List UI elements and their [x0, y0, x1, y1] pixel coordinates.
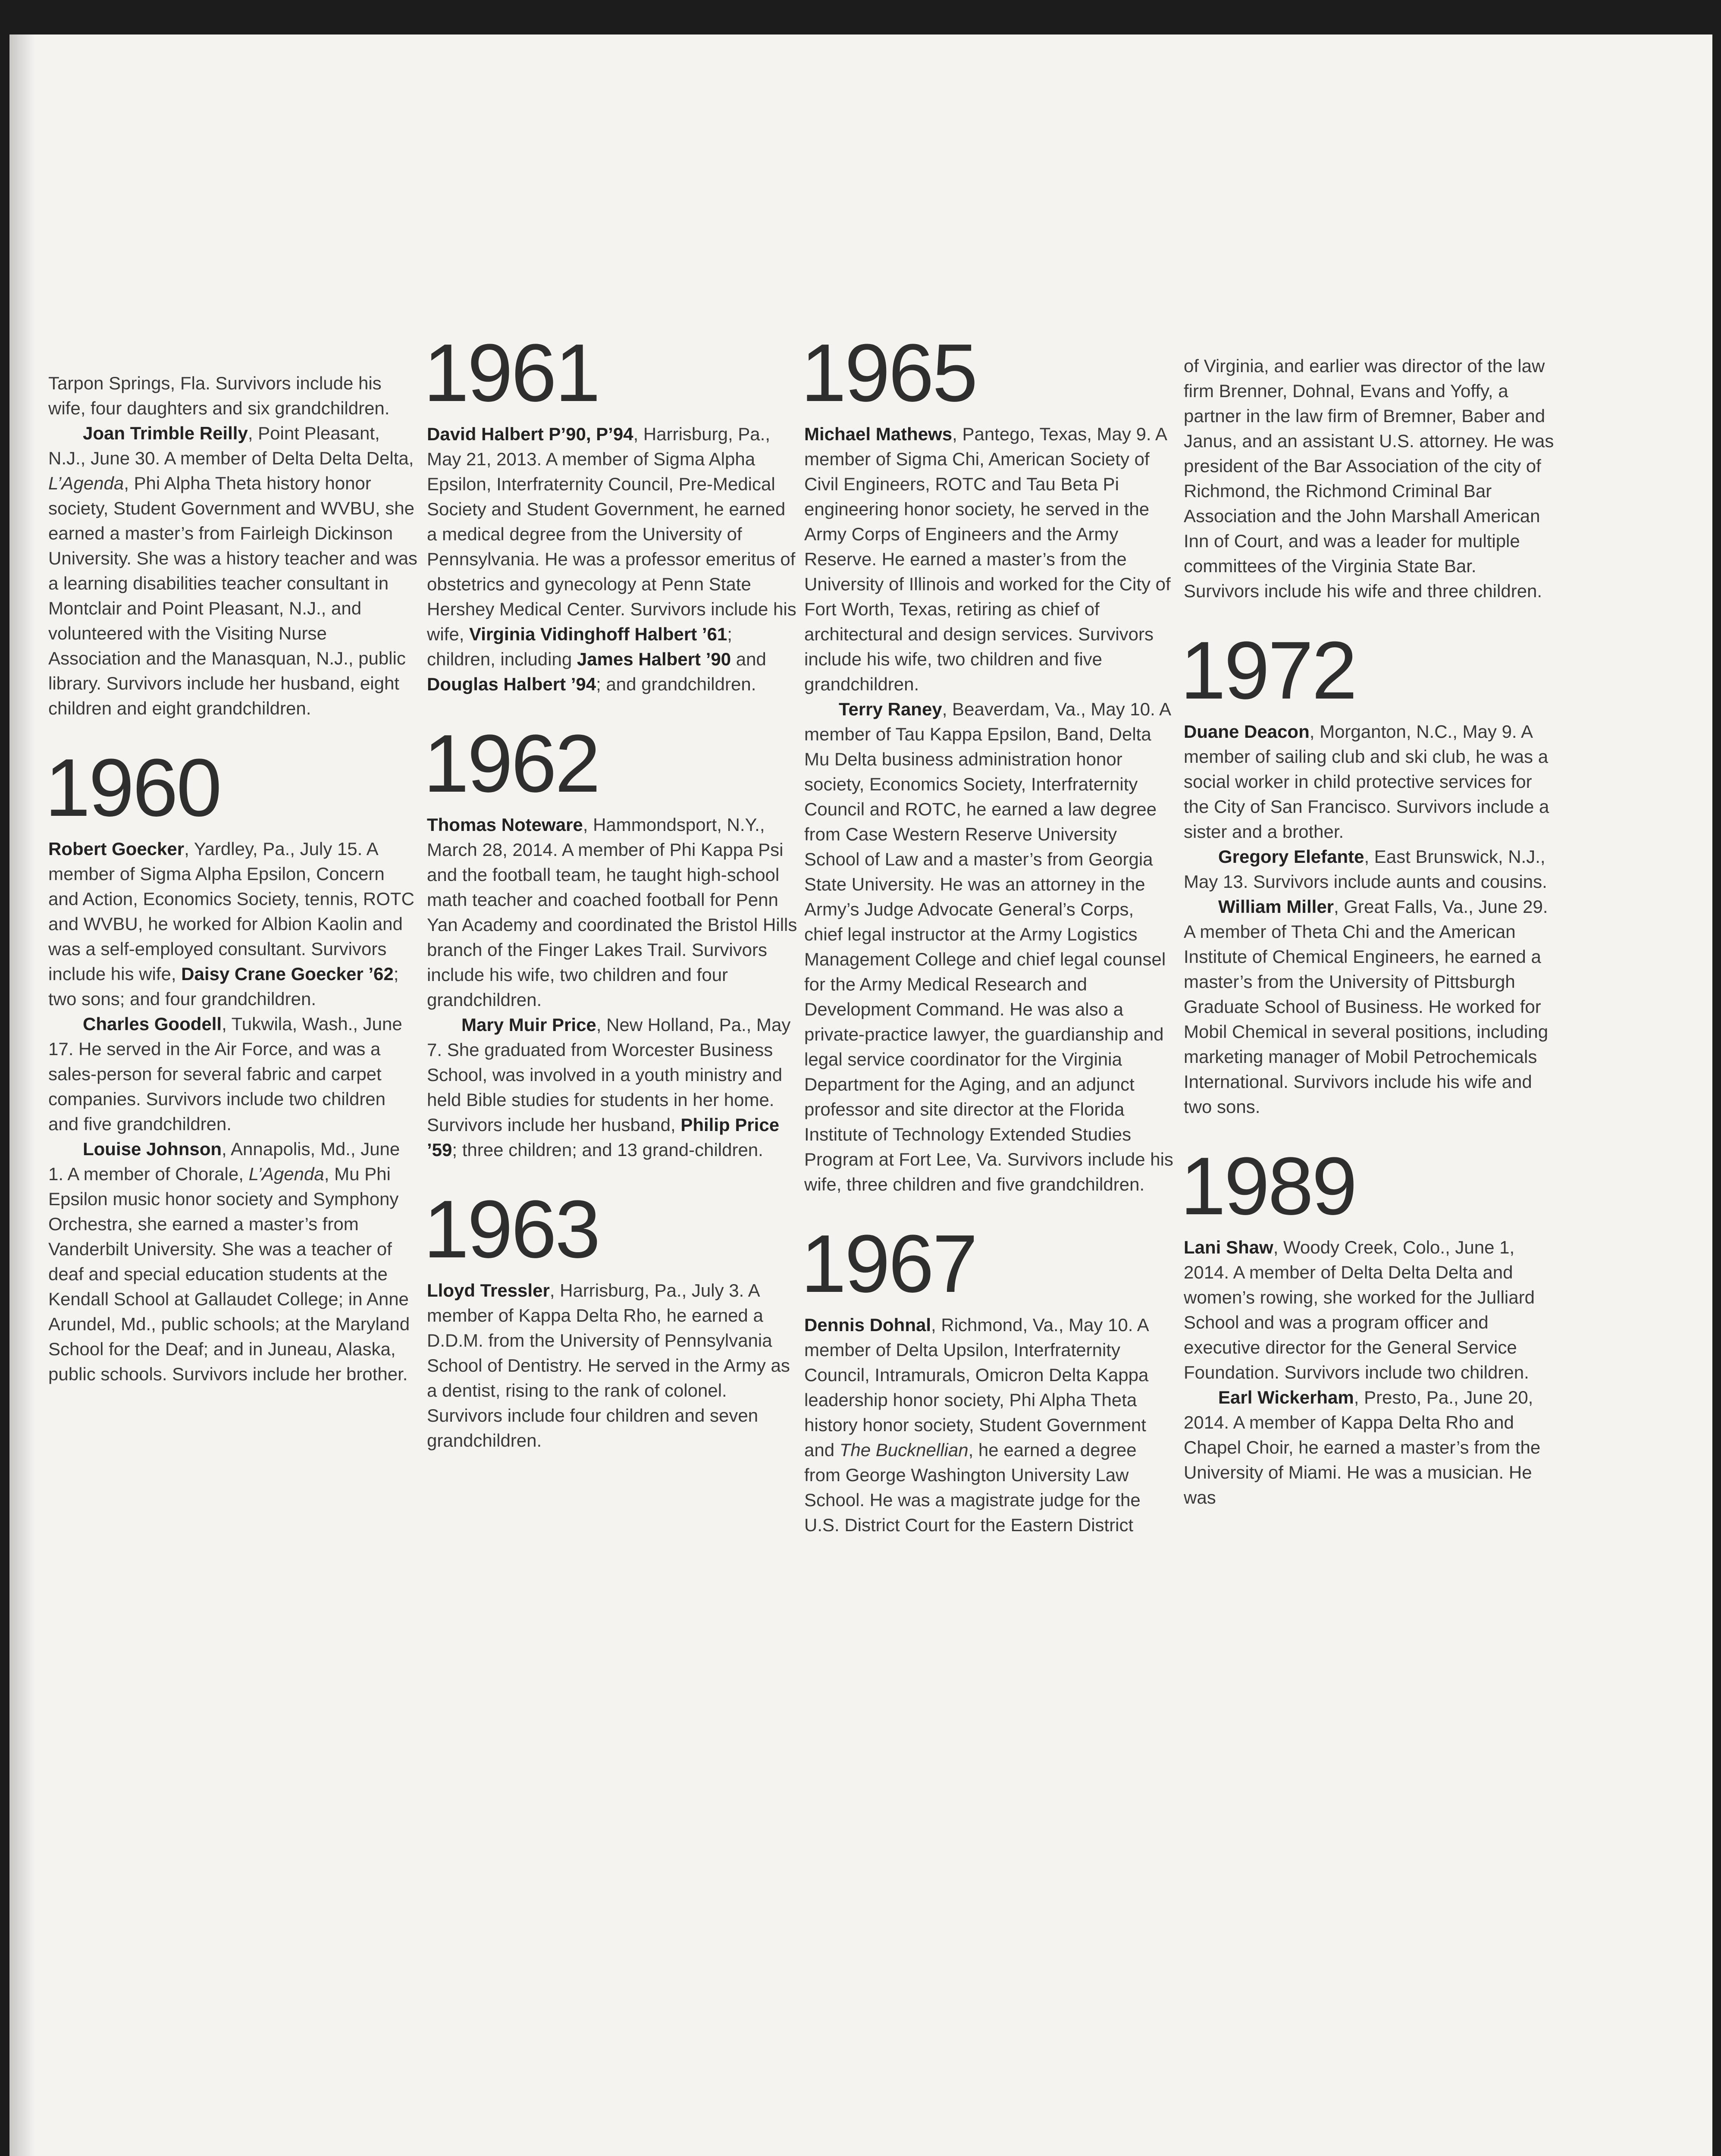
obituary-entry: William Miller, Great Falls, Va., June 29. A member of Theta Chi and the American Institute of Chemical Engineers, he earned a master’s from the University of Pittsburgh Graduate School of Business. He worked for Mobil Chemical in several positions, including marketing manager of Mobil Petrochemicals International. Survivors include his wife and two sons.: [1184, 896, 1549, 1117]
obituary-name: Mary Muir Price: [461, 1015, 596, 1035]
obituary-entry: Mary Muir Price, New Holland, Pa., May 7. She graduated from Worcester Business School, was involved in a youth ministry and held Bible studies for students in her home. Survivors include her husband, Philip Price ’59; three children; and 13 grand-children.: [427, 1015, 791, 1160]
column-2: [423, 327, 798, 1453]
column-3: [801, 327, 1175, 1538]
obituary-name: Earl Wickerham: [1218, 1387, 1354, 1407]
class-year-heading: 1965: [801, 327, 976, 419]
class-year-heading: 1972: [1180, 625, 1356, 716]
obituary-name: Gregory Elefante: [1218, 846, 1364, 867]
obituary-name: Joan Trimble Reilly: [83, 423, 248, 443]
class-year-heading: 1961: [423, 327, 599, 419]
obituary-name: David Halbert P’90, P’94: [427, 424, 633, 444]
column-4: [1180, 354, 1555, 1510]
obituary-name: Lani Shaw: [1184, 1237, 1273, 1257]
class-year-heading: 1962: [423, 718, 599, 809]
obituary-entry: Duane Deacon, Morganton, N.C., May 9. A member of sailing club and ski club, he was a social worker in child protective services for the City of San Francisco. Survivors include a sister and a brother.: [1184, 721, 1549, 842]
obituary-entry: David Halbert P’90, P’94, Harrisburg, Pa., May 21, 2013. A member of Sigma Alpha Epsilon, Interfraternity Council, Pre-Medical Society and Student Government, he earned a medical degree from the University of Pennsylvania. He was a professor emeritus of obstetrics and gynecology at Penn State Hershey Medical Center. Survivors include his wife, Virginia Vidinghoff Halbert ’61; children, including James Halbert ’90 and Douglas Halbert ’94; and grandchildren.: [427, 424, 796, 694]
class-year-heading: 1963: [423, 1184, 599, 1275]
class-year-heading: 1960: [45, 742, 220, 834]
obituary-entry: Thomas Noteware, Hammondsport, N.Y., March 28, 2014. A member of Phi Kappa Psi and the football team, he taught high-school math teacher and coached football for Penn Yan Academy and coordinated the Bristol Hills branch of the Finger Lakes Trail. Survivors include his wife, two children and four grandchildren.: [427, 815, 797, 1010]
obituary-entry: Gregory Elefante, East Brunswick, N.J., May 13. Survivors include aunts and cousins.: [1184, 846, 1547, 892]
obituary-name: Charles Goodell: [83, 1014, 222, 1034]
obituary-name: William Miller: [1218, 896, 1334, 917]
obituary-entry: Lani Shaw, Woody Creek, Colo., June 1, 2014. A member of Delta Delta Delta and women’s rowing, she worked for the Julliard School and was a program officer and executive director for the General Service Foundation. Survivors include two children.: [1184, 1237, 1535, 1382]
obituary-name: Lloyd Tressler: [427, 1280, 550, 1300]
obituary-name: Thomas Noteware: [427, 815, 583, 835]
obituary-name: Terry Raney: [839, 699, 942, 719]
obituary-name: Robert Goecker: [48, 839, 185, 859]
carryover-text: Tarpon Springs, Fla. Survivors include his wife, four daughters and six grandchildren.: [48, 373, 390, 418]
class-year-heading: 1967: [801, 1218, 976, 1310]
obituary-entry: Dennis Dohnal, Richmond, Va., May 10. A member of Delta Upsilon, Interfraternity Council, Intramurals, Omicron Delta Kappa leadership honor society, Phi Alpha Theta history honor society, Student Government and The Bucknellian, he earned a degree from George Washington University Law School. He was a magistrate judge for the U.S. District Court for the Eastern District: [804, 1315, 1149, 1535]
column-1: [45, 371, 419, 1387]
obituary-entry: Michael Mathews, Pantego, Texas, May 9. A member of Sigma Chi, American Society of Civil Engineers, ROTC and Tau Beta Pi engineering honor society, he served in the Army Corps of Engineers and the Army Reserve. He earned a master’s from the University of Illinois and worked for the City of Fort Worth, Texas, retiring as chief of architectural and design services. Survivors include his wife, two children and five grandchildren.: [804, 424, 1171, 694]
carryover-text: of Virginia, and earlier was director of the law firm Brenner, Dohnal, Evans and Yoffy, a partner in the law firm of Bremner, Baber and Janus, and an assistant U.S. attorney. He was president of the Bar Association of the city of Richmond, the Richmond Criminal Bar Association and the John Marshall American Inn of Court, and was a leader for multiple committees of the Virginia State Bar. Survivors include his wife and three children.: [1184, 356, 1554, 601]
obituary-entry: Lloyd Tressler, Harrisburg, Pa., July 3. A member of Kappa Delta Rho, he earned a D.D.M. from the University of Pennsylvania School of Dentistry. He served in the Army as a dentist, rising to the rank of colonel. Survivors include four children and seven grandchildren.: [427, 1280, 790, 1451]
obituary-name: Louise Johnson: [83, 1139, 222, 1159]
obituary-entry: Charles Goodell, Tukwila, Wash., June 17. He served in the Air Force, and was a sales-person for several fabric and carpet companies. Survivors include two children and five grandchildren.: [48, 1014, 402, 1134]
obituary-name: Duane Deacon: [1184, 721, 1310, 742]
obituary-entry: Joan Trimble Reilly, Point Pleasant, N.J., June 30. A member of Delta Delta Delta, L’Agenda, Phi Alpha Theta history honor society, Student Government and WVBU, she earned a master’s from Fairleigh Dickinson University. She was a history teacher and was a learning disabilities teacher consultant in Montclair and Point Pleasant, N.J., and volunteered with the Visiting Nurse Association and the Manasquan, N.J., public library. Survivors include her husband, eight children and eight grandchildren.: [48, 423, 417, 718]
obituary-entry: Robert Goecker, Yardley, Pa., July 15. A member of Sigma Alpha Epsilon, Concern and Action, Economics Society, tennis, ROTC and WVBU, he worked for Albion Kaolin and was a self-employed consultant. Survivors include his wife, Daisy Crane Goecker ’62; two sons; and four grandchildren.: [48, 839, 414, 1009]
obituary-entry: Louise Johnson, Annapolis, Md., June 1. A member of Chorale, L’Agenda, Mu Phi Epsilon music honor society and Symphony Orchestra, she earned a master’s from Vanderbilt University. She was a teacher of deaf and special education students at the Kendall School at Gallaudet College; in Anne Arundel, Md., public schools; at the Maryland School for the Deaf; and in Juneau, Alaska, public schools. Survivors include her brother.: [48, 1139, 410, 1384]
obituary-entry: Terry Raney, Beaverdam, Va., May 10. A member of Tau Kappa Epsilon, Band, Delta Mu Delta business administration honor society, Economics Society, Interfraternity Council and ROTC, he earned a law degree from Case Western Reserve University School of Law and a master’s from Georgia State University. He was an attorney in the Army’s Judge Advocate General’s Corps, chief legal instructor at the Army Logistics Management College and chief legal counsel for the Army Medical Research and Development Command. He was also a private-practice lawyer, the guardianship and legal service coordinator for the Virginia Department for the Aging, and an adjunct professor and site director at the Florida Institute of Technology Extended Studies Program at Fort Lee, Va. Survivors include his wife, three children and five grandchildren.: [804, 699, 1173, 1194]
obituary-name: Michael Mathews: [804, 424, 953, 444]
obituary-name: Dennis Dohnal: [804, 1315, 931, 1335]
binding-shadow: [9, 34, 35, 2156]
class-year-heading: 1989: [1180, 1141, 1356, 1232]
obituary-entry: Earl Wickerham, Presto, Pa., June 20, 2014. A member of Kappa Delta Rho and Chapel Choir, he earned a master’s from the University of Miami. He was a musician. He was: [1184, 1387, 1541, 1507]
